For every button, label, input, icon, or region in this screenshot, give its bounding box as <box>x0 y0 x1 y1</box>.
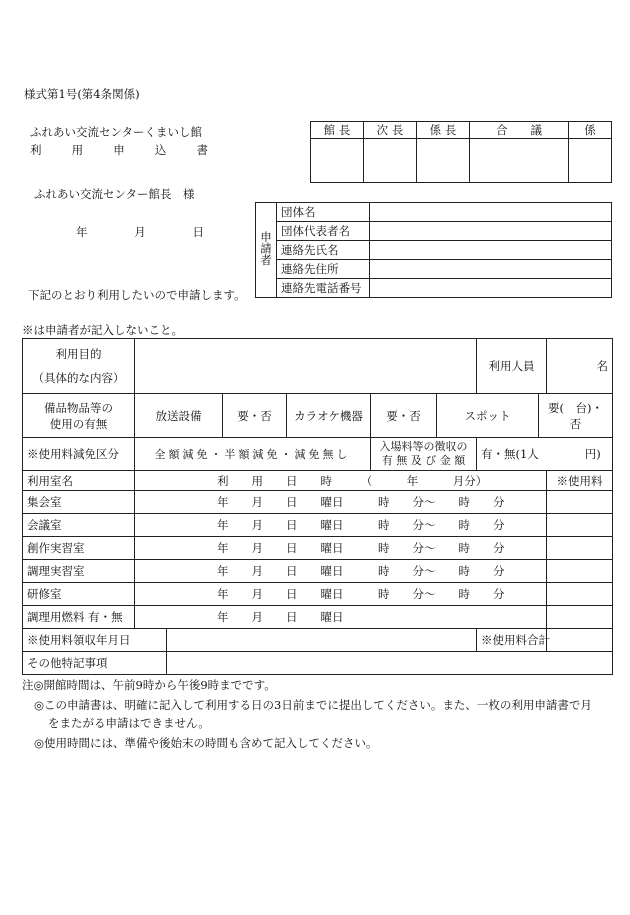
notice: ※は申請者が記入しないこと。 <box>22 323 183 337</box>
applicant-label <box>256 203 277 298</box>
room-datetime[interactable]: 年 月 日 曜日 時 分～ 時 分 <box>135 537 547 560</box>
exemption-label: ※使用料減免区分 <box>23 438 135 471</box>
receipt-date-label: ※使用料領収年月日 <box>23 629 167 652</box>
total-fee-label: ※使用料合計 <box>477 629 547 652</box>
room-name: 研修室 <box>23 583 135 606</box>
request-text: 下記のとおり利用したいので申請します。 <box>28 288 246 302</box>
room-header: 利用室名 <box>23 471 135 491</box>
people-unit: 名 <box>596 359 608 373</box>
room-fee[interactable] <box>547 560 613 583</box>
stamp-header: 係 <box>569 122 612 139</box>
applicant-table <box>255 202 612 298</box>
usage-table <box>22 338 613 675</box>
room-name[interactable]: 調理用燃料 有・無 <box>23 606 135 629</box>
stamp-box[interactable] <box>311 139 364 183</box>
karaoke-option[interactable]: 要・否 <box>371 394 437 438</box>
purpose-input[interactable] <box>135 339 477 394</box>
field-group-name: 団体名 <box>277 203 370 222</box>
purpose-label: 利用目的 （具体的な内容） <box>23 339 135 394</box>
room-fee[interactable] <box>547 537 613 560</box>
room-fee[interactable] <box>547 606 613 629</box>
applicant-label-text: 申請者 <box>259 231 273 266</box>
room-datetime[interactable]: 年 月 日 曜日 時 分～ 時 分 <box>135 514 547 537</box>
room-name: 集会室 <box>23 491 135 514</box>
exemption-options[interactable]: 全額減免・半額減免・減免無し <box>135 438 371 471</box>
spot-option[interactable]: 要( 台)・否 <box>539 394 613 438</box>
stamp-header: 合 議 <box>470 122 569 139</box>
note-submission-cont: をまたがる申請はできません。 <box>48 716 210 730</box>
admission-fee-label: 入場料等の徴収の 有 無 及 び 金 額 <box>371 438 477 471</box>
datetime-header: 利 用 日 時 （ 年 月分） <box>135 471 547 491</box>
stamp-header: 次 長 <box>364 122 417 139</box>
other-notes-input[interactable] <box>167 652 613 675</box>
room-datetime[interactable]: 年 月 日 曜日 時 分～ 時 分 <box>135 583 547 606</box>
admission-fee-input[interactable]: 有・無(1人 円) <box>477 438 613 471</box>
room-datetime[interactable]: 年 月 日 曜日 時 分～ 時 分 <box>135 560 547 583</box>
note-submission: ◎この申請書は、明確に記入して利用する日の3日前までに提出してください。また、一枚の利用申請書で月 <box>34 698 592 712</box>
note-opening-hours: 注◎開館時間は、午前9時から午後9時までです。 <box>22 678 276 692</box>
room-name: 会議室 <box>23 514 135 537</box>
date-line: 年 月 日 <box>76 225 204 239</box>
room-datetime[interactable]: 年 月 日 曜日 時 分～ 時 分 <box>135 491 547 514</box>
form-title: 利 用 申 込 書 <box>30 143 208 157</box>
facility-name: ふれあい交流センターくまいし館 <box>30 125 203 139</box>
room-name: 創作実習室 <box>23 537 135 560</box>
broadcast-option[interactable]: 要・否 <box>223 394 287 438</box>
room-fee[interactable] <box>547 514 613 537</box>
equipment-label: 備品物品等の 使用の有無 <box>23 394 135 438</box>
broadcast-label: 放送設備 <box>135 394 223 438</box>
room-name: 調理実習室 <box>23 560 135 583</box>
stamp-box[interactable] <box>417 139 470 183</box>
stamp-box[interactable] <box>470 139 569 183</box>
room-fee[interactable] <box>547 583 613 606</box>
addressee: ふれあい交流センター館長 様 <box>34 187 195 201</box>
field-contact-address: 連絡先住所 <box>277 260 370 279</box>
room-datetime[interactable]: 年 月 日 曜日 <box>135 606 547 629</box>
stamp-box[interactable] <box>364 139 417 183</box>
total-fee-input[interactable] <box>547 629 613 652</box>
form-number: 様式第1号(第4条関係) <box>24 87 140 101</box>
contact-phone-input[interactable] <box>370 279 612 298</box>
stamp-header: 係 長 <box>417 122 470 139</box>
people-input[interactable] <box>547 339 613 394</box>
field-contact-phone: 連絡先電話番号 <box>277 279 370 298</box>
group-name-input[interactable] <box>370 203 612 222</box>
receipt-date-input[interactable] <box>167 629 477 652</box>
spot-label: スポット <box>437 394 539 438</box>
fee-header: ※使用料 <box>547 471 613 491</box>
representative-input[interactable] <box>370 222 612 241</box>
other-notes-label: その他特記事項 <box>23 652 167 675</box>
karaoke-label: カラオケ機器 <box>287 394 371 438</box>
field-representative: 団体代表者名 <box>277 222 370 241</box>
contact-name-input[interactable] <box>370 241 612 260</box>
approval-stamp-table <box>310 121 612 183</box>
stamp-box[interactable] <box>569 139 612 183</box>
room-fee[interactable] <box>547 491 613 514</box>
contact-address-input[interactable] <box>370 260 612 279</box>
field-contact-name: 連絡先氏名 <box>277 241 370 260</box>
stamp-header: 館 長 <box>311 122 364 139</box>
people-label: 利用人員 <box>477 339 547 394</box>
note-usage-time: ◎使用時間には、準備や後始末の時間も含めて記入してください。 <box>34 736 378 750</box>
